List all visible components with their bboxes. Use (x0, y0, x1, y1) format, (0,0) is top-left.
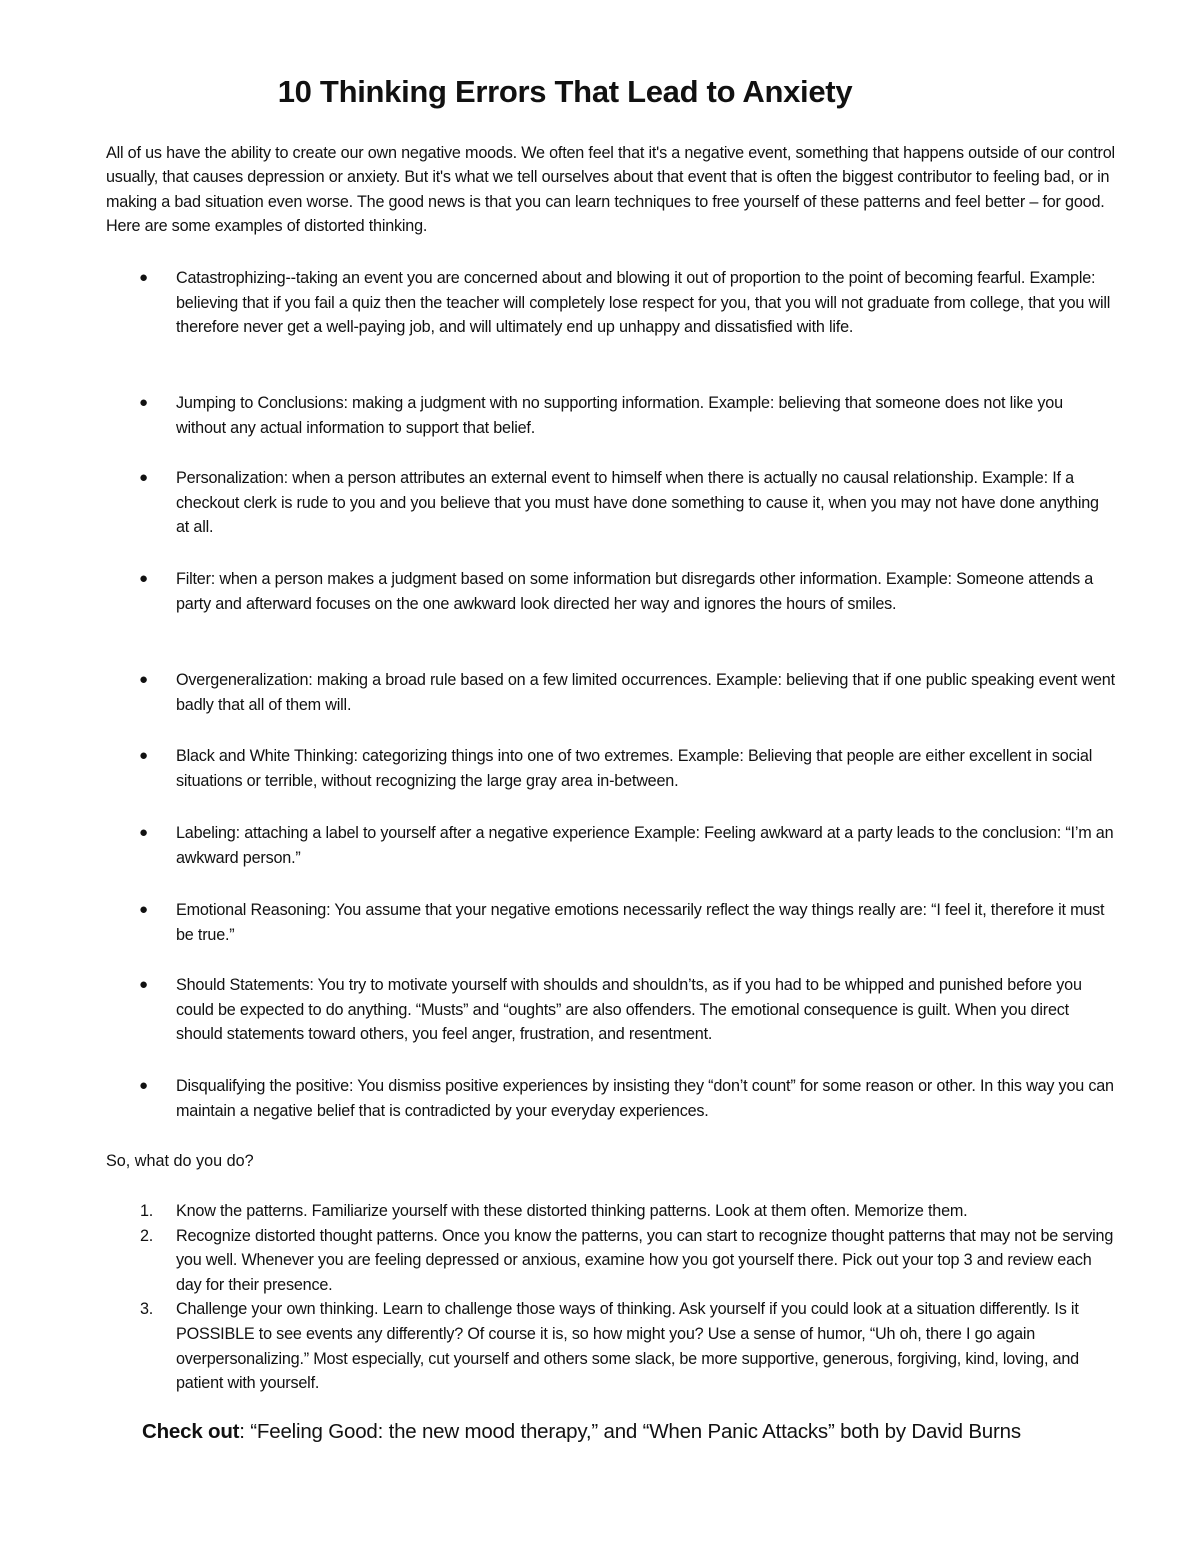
bullet-icon: ● (139, 671, 148, 688)
step-number: 1. (140, 1202, 154, 1220)
list-item (106, 1199, 1116, 1224)
list-item-text: Labeling: attaching a label to yourself after a negative experience Example: Feeling awkward at a party leads to the conclusion: “I’m an awkward person.” (176, 824, 1114, 867)
step-number: 3. (140, 1300, 154, 1319)
so-what-question: So, what do you do? (106, 1152, 254, 1170)
bullet-icon: ● (139, 1077, 148, 1094)
list-item-text: Overgeneralization: making a broad rule based on a few limited occurrences. Example: believing that if one public speaking event went badly that all of them will. (176, 671, 1115, 714)
bullet-icon: ● (139, 901, 148, 918)
bullet-icon: ● (139, 469, 148, 486)
intro-paragraph: All of us have the ability to create our own negative moods. We often feel that it's a negative event, something that happens outside of our control usually, that causes depression or anxiety. But it's what we tell ourselves about that event that is often the biggest contributor to feeling bad, or in making a bad situation even worse. The good news is that you can learn techniques to free yourself of these patterns and feel better – for good. Here are some examples of distorted thinking. (106, 144, 1115, 236)
list-item-text: Filter: when a person makes a judgment based on some information but disregards other information. Example: Someone attends a party and afterward focuses on the one awkward look directed her way and ignores the hours of smiles. (176, 570, 1094, 613)
bullet-icon: ● (139, 747, 148, 764)
list-item-text: Jumping to Conclusions: making a judgment with no supporting information. Example: believing that someone does not like you without any actual information to support that belief. (176, 394, 1063, 437)
step-number: 2. (140, 1226, 154, 1245)
list-item-text: Catastrophizing--taking an event you are concerned about and blowing it out of proportion to the point of becoming fearful. Example: believing that if you fail a quiz then the teacher will completely lose respect for you, that you will not graduate from college, that you will therefore never get a well-paying job, and will ultimately end up unhappy and dissatisfied with life. (176, 269, 1111, 337)
steps-list (106, 1199, 1116, 1396)
check-out-recommendation (142, 1418, 1122, 1446)
list-item (106, 1297, 1116, 1395)
bullet-icon: ● (139, 824, 148, 841)
bullet-icon: ● (139, 570, 148, 587)
list-item (106, 1224, 1116, 1298)
step-text: Recognize distorted thought patterns. Once you know the patterns, you can start to recognize thought patterns that may not be serving you well. Whenever you are feeling depressed or anxious, examine how you got yourself there. Pick out your top 3 and review each day for their presence. (176, 1226, 1114, 1294)
list-item-text: Black and White Thinking: categorizing things into one of two extremes. Example: Believing that people are either excellent in social situations or terrible, without recognizing the large gray area in-between. (176, 747, 1093, 790)
bullet-icon: ● (139, 269, 148, 286)
list-item-text: Emotional Reasoning: You assume that your negative emotions necessarily reflect the way things really are: “I feel it, therefore it must be true.” (176, 901, 1105, 944)
step-text: Know the patterns. Familiarize yourself with these distorted thinking patterns. Look at them often. Memorize them. (176, 1202, 968, 1220)
bullet-icon: ● (139, 976, 148, 993)
list-item-text: Disqualifying the positive: You dismiss positive experiences by insisting they “don’t count” for some reason or other. In this way you can maintain a negative belief that is contradicted by your everyday experiences. (176, 1077, 1114, 1120)
bullet-icon: ● (139, 394, 148, 411)
document-title: 10 Thinking Errors That Lead to Anxiety (277, 74, 853, 109)
check-out-text: : “Feeling Good: the new mood therapy,” and “When Panic Attacks” both by David Burns (239, 1420, 1021, 1443)
step-text: Challenge your own thinking. Learn to challenge those ways of thinking. Ask yourself if you could look at a situation differently. Is it POSSIBLE to see events any differently? Of course it is, so how might you? Use a sense of humor, “Uh oh, there I go again overpersonalizing.” Most especially, cut yourself and others some slack, be more supportive, generous, forgiving, kind, loving, and patient with yourself. (176, 1300, 1079, 1393)
check-out-label: Check out (142, 1420, 240, 1443)
list-item-text: Should Statements: You try to motivate yourself with shoulds and shouldn’ts, as if you had to be whipped and punished before you could be expected to do anything. “Musts” and “oughts” are also offenders. The emotional consequence is guilt. When you direct should statements toward others, you feel anger, frustration, and resentment. (176, 976, 1082, 1044)
list-item-text: Personalization: when a person attributes an external event to himself when there is actually no causal relationship. Example: If a checkout clerk is rude to you and you believe that you must have done something to cause it, when you may not have done anything at all. (176, 469, 1099, 537)
